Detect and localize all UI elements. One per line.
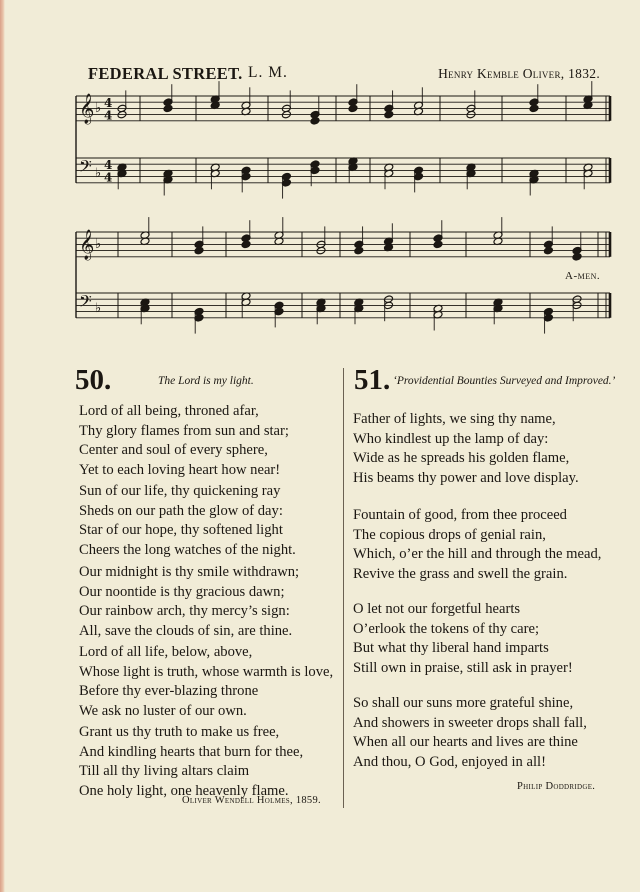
verse-line: Star of our hope, thy softened light bbox=[79, 522, 283, 539]
verse-line: Revive the grass and swell the grain. bbox=[353, 566, 568, 583]
bass-clef: 𝄢 bbox=[79, 291, 92, 315]
verse-line: And showers in sweeter drops shall fall, bbox=[353, 714, 587, 731]
notehead bbox=[572, 253, 582, 262]
hymn-51-number: 51. bbox=[354, 364, 391, 396]
hymn-50-verse-2 bbox=[79, 482, 296, 561]
verse-line: Who kindlest up the lamp of day: bbox=[353, 430, 549, 447]
time-signature-digit: 4 bbox=[104, 96, 113, 110]
verse-line: So shall our suns more grateful shine, bbox=[353, 695, 574, 711]
verse-line: Still own in praise, still ask in prayer! bbox=[353, 660, 573, 677]
time-signature-digit: 4 bbox=[104, 170, 113, 185]
verse-line: And thou, O God, enjoyed in all! bbox=[353, 754, 546, 771]
notehead bbox=[310, 117, 320, 126]
hymn-51-verse-1 bbox=[353, 410, 579, 489]
flat-key-signature: ♭ bbox=[95, 301, 102, 316]
time-signature-digit: 4 bbox=[104, 108, 113, 123]
verse-line: Wide as he spreads his golden flame, bbox=[353, 450, 570, 467]
notehead bbox=[354, 246, 364, 255]
notehead bbox=[241, 240, 251, 249]
hymn-51-verse-4 bbox=[353, 694, 587, 773]
tune-title: FEDERAL STREET. bbox=[88, 64, 243, 83]
flat-key-signature: ♭ bbox=[95, 101, 102, 116]
hymn-51-author: Philip Doddridge. bbox=[517, 781, 596, 792]
flat-key-signature: ♭ bbox=[95, 166, 102, 181]
treble-clef: 𝄞 bbox=[79, 230, 95, 260]
notehead bbox=[529, 104, 539, 113]
verse-line: Center and soul of every sphere, bbox=[79, 442, 268, 459]
bass-clef: 𝄢 bbox=[79, 156, 92, 180]
verse-line: Before thy ever-blazing throne bbox=[79, 683, 259, 700]
notehead bbox=[543, 246, 553, 255]
hymn-50-verse-4 bbox=[79, 643, 333, 722]
hymn-50-subtitle: The Lord is my light. bbox=[158, 375, 254, 387]
verse-line: Our midnight is thy smile withdrawn; bbox=[79, 564, 300, 580]
verse-line: O let not our forgetful hearts bbox=[353, 601, 521, 617]
hymn-51-subtitle: ‘Providential Bounties Surveyed and Improved.’ bbox=[393, 375, 616, 387]
music-score bbox=[0, 0, 640, 340]
hymn-50-verse-1 bbox=[79, 402, 289, 481]
verse-line: Father of lights, we sing thy name, bbox=[353, 411, 556, 427]
verse-line: Lord of all life, below, above, bbox=[79, 644, 253, 660]
verse-line: All, save the clouds of sin, are thine. bbox=[79, 623, 293, 640]
verse-line: Yet to each loving heart how near! bbox=[79, 462, 281, 479]
hymn-51-verse-3 bbox=[353, 600, 573, 679]
verse-line: Sheds on our path the glow of day: bbox=[79, 502, 283, 519]
verse-line: O’erlook the tokens of thy care; bbox=[353, 620, 540, 637]
verse-line: We ask no luster of our own. bbox=[79, 703, 247, 720]
hymn-50-author: Oliver Wendell Holmes, 1859. bbox=[182, 795, 321, 806]
verse-line: Which, o’er the hill and through the mead, bbox=[353, 546, 602, 563]
verse-line: Lord of all being, throned afar, bbox=[79, 403, 259, 419]
verse-line: One holy light, one heavenly flame. bbox=[79, 783, 289, 800]
verse-line: But what thy liberal hand imparts bbox=[353, 640, 549, 657]
notehead bbox=[194, 246, 204, 255]
hymn-51-verse-2 bbox=[353, 506, 601, 585]
notehead bbox=[348, 104, 358, 113]
verse-line: Whose light is truth, whose warmth is love, bbox=[79, 663, 334, 680]
tune-composer: Henry Kemble Oliver, 1832. bbox=[438, 66, 600, 81]
verse-line: Grant us thy truth to make us free, bbox=[79, 724, 280, 740]
verse-line: Fountain of good, from thee proceed bbox=[353, 507, 567, 523]
verse-line: Till all thy living altars claim bbox=[79, 763, 250, 780]
verse-line: His beams thy power and love display. bbox=[353, 470, 579, 487]
verse-line: The copious drops of genial rain, bbox=[353, 526, 546, 543]
notehead bbox=[433, 240, 443, 249]
verse-line: Cheers the long watches of the night. bbox=[79, 542, 296, 559]
hymn-50-verse-5 bbox=[79, 723, 303, 802]
notehead bbox=[163, 104, 173, 113]
time-signature-digit: 4 bbox=[104, 158, 113, 172]
verse-line: Our rainbow arch, thy mercy’s sign: bbox=[79, 603, 290, 620]
flat-key-signature: ♭ bbox=[95, 237, 102, 252]
verse-line: When all our hearts and lives are thine bbox=[353, 734, 578, 751]
verse-line: Our noontide is thy gracious dawn; bbox=[79, 583, 285, 600]
notehead bbox=[384, 110, 394, 119]
verse-line: Thy glory flames from sun and star; bbox=[79, 422, 289, 439]
hymn-50-number: 50. bbox=[75, 364, 112, 396]
amen-label: A-men. bbox=[565, 270, 601, 282]
hymn-50-verse-3 bbox=[79, 563, 299, 642]
tune-meter: L. M. bbox=[248, 64, 288, 81]
column-divider bbox=[343, 368, 344, 808]
verse-line: And kindling hearts that burn for thee, bbox=[79, 743, 304, 760]
treble-clef: 𝄞 bbox=[79, 94, 95, 124]
verse-line: Sun of our life, thy quickening ray bbox=[79, 483, 281, 499]
